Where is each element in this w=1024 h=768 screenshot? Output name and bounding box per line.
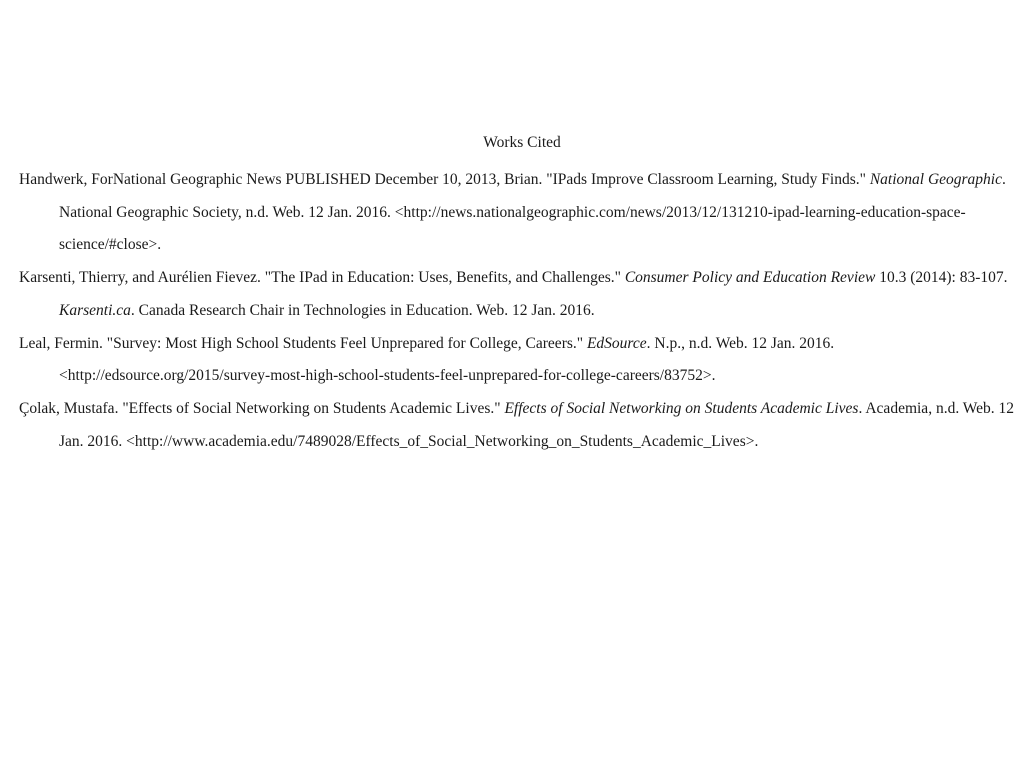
citation-entry: [19, 328, 1023, 393]
citation-text: 10.3 (2014): 83-107.: [875, 269, 1008, 287]
citation-text: . Canada Research Chair in Technologies in Education. Web. 12 Jan. 2016.: [130, 301, 595, 319]
page-title: Works Cited: [483, 134, 561, 151]
citation-source-title: Effects of Social Networking on Students Academic Lives: [504, 399, 859, 417]
citation-entry: [19, 262, 1023, 327]
citation-source-title: National Geographic: [869, 171, 1002, 188]
citation-list: [19, 164, 1023, 458]
citation-text: Handwerk, ForNational Geographic News PUBLISHED December 10, 2013, Brian. "IPads Improve Classroom Learning, Study Finds.": [19, 171, 870, 188]
citation-entry: [19, 164, 1023, 262]
citation-text: Çolak, Mustafa. "Effects of Social Networking on Students Academic Lives.": [19, 399, 505, 417]
citation-text: . N.p., n.d. Web. 12 Jan. 2016. <http://edsource.org/2015/survey-most-high-school-students-feel-unprepared-for-college-careers/83752>.: [59, 334, 835, 385]
citation-entry: [19, 393, 1023, 458]
citation-source-title: Consumer Policy and Education Review: [624, 269, 876, 287]
citation-source-title: EdSource: [586, 334, 647, 352]
citation-text: . Academia, n.d. Web. 12 Jan. 2016. <http://www.academia.edu/7489028/Effects_of_Social_Networking_on_Students_Academic_Lives>.: [59, 399, 1015, 450]
citation-text: Leal, Fermin. "Survey: Most High School Students Feel Unprepared for College, Careers.": [19, 334, 587, 352]
citation-text: . National Geographic Society, n.d. Web. 12 Jan. 2016. <http://news.nationalgeographic.com/news/2013/12/131210-ipad-learning-education-space-science/#close>.: [59, 171, 1006, 254]
citation-text: Karsenti, Thierry, and Aurélien Fievez. "The IPad in Education: Uses, Benefits, and Challenges.": [19, 269, 625, 287]
citation-source-title: Karsenti.ca: [59, 301, 131, 319]
